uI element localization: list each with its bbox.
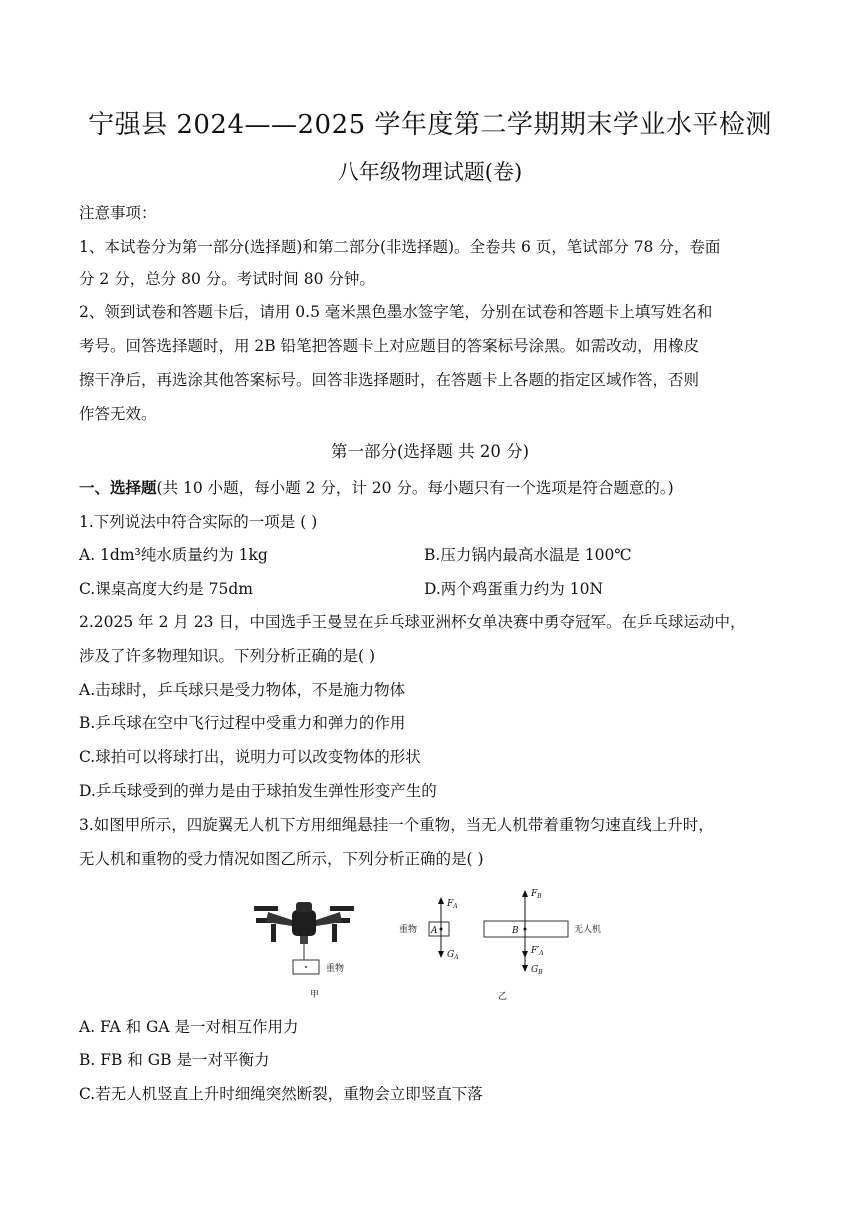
weight-label: 重物 — [326, 964, 345, 974]
figure-jia-label: 甲 — [310, 990, 320, 1000]
notice-line-6: 作答无效。 — [79, 405, 157, 423]
q2-option-b: B.乒乓球在空中飞行过程中受重力和弹力的作用 — [79, 714, 406, 732]
q1-stem: 1.下列说法中符合实际的一项是 ( ) — [79, 513, 318, 531]
notice-line-3: 2、领到试卷和答题卡后，请用 0.5 毫米黑色墨水签字笔，分别在试卷和答题卡上填写姓名和 — [79, 303, 713, 321]
section-note: (共 10 小题，每小题 2 分，计 20 分。每小题只有一个选项是符合题意的。) — [156, 479, 674, 497]
q1-option-d: D.两个鸡蛋重力约为 10N — [424, 580, 604, 598]
q3-option-c: C.若无人机竖直上升时细绳突然断裂，重物会立即竖直下落 — [79, 1085, 483, 1103]
q2-option-a: A.击球时，乒乓球只是受力物体，不是施力物体 — [79, 681, 406, 699]
figure-yi-label: 乙 — [498, 992, 508, 1002]
exam-subtitle: 八年级物理试题(卷) — [337, 160, 523, 184]
q3-figure-svg — [248, 884, 618, 1006]
q2-stem-1: 2.2025 年 2 月 23 日，中国选手王曼昱在乒乓球亚洲杯女单决赛中勇夺冠军。在乒乓球运动中， — [79, 613, 746, 631]
drone-label: 无人机 — [574, 925, 602, 935]
a-letter: A — [431, 926, 438, 936]
q3-figure — [248, 884, 618, 1006]
fa-label: $F_A$ — [447, 899, 458, 910]
part1-heading: 第一部分(选择题 共 20 分) — [330, 442, 530, 461]
ga-label: $G_A$ — [447, 950, 459, 961]
notice-line-1: 1、本试卷分为第一部分(选择题)和第二部分(非选择题)。全卷共 6 页，笔试部分 78 分，卷面 — [79, 238, 721, 256]
q3-option-b: B. FB 和 GB 是一对平衡力 — [79, 1051, 270, 1069]
q3-stem-2: 无人机和重物的受力情况如图乙所示，下列分析正确的是( ) — [79, 850, 484, 868]
q3-option-a: A. FA 和 GA 是一对相互作用力 — [79, 1018, 299, 1036]
section-title: 一、选择题 — [79, 478, 157, 497]
q1-option-b: B.压力锅内最高水温是 100℃ — [424, 546, 632, 564]
q3-stem-1: 3.如图甲所示，四旋翼无人机下方用细绳悬挂一个重物，当无人机带着重物匀速直线上升时， — [79, 816, 714, 834]
exam-title: 宁强县 2024——2025 学年度第二学期期末学业水平检测 — [88, 110, 772, 140]
fa-prime-label: $F'_A$ — [531, 946, 544, 957]
notice-line-5: 擦干净后，再选涂其他答案标号。回答非选择题时，在答题卡上各题的指定区域作答，否则 — [79, 371, 700, 389]
q1-option-a: A. 1dm³纯水质量约为 1kg — [79, 546, 268, 564]
fb-label: $F_B$ — [531, 889, 542, 900]
notice-line-4: 考号。回答选择题时，用 2B 铅笔把答题卡上对应题目的答案标号涂黑。如需改动，用橡皮 — [79, 337, 700, 355]
a-weight-label: 重物 — [399, 925, 418, 935]
notice-heading: 注意事项： — [79, 204, 157, 222]
q2-stem-2: 涉及了许多物理知识。下列分析正确的是( ) — [79, 647, 376, 665]
q1-option-c: C.课桌高度大约是 75dm — [79, 580, 254, 598]
notice-line-2: 分 2 分，总分 80 分。考试时间 80 分钟。 — [79, 270, 375, 288]
gb-label: $G_B$ — [531, 965, 543, 976]
q2-option-c: C.球拍可以将球打出，说明力可以改变物体的形状 — [79, 748, 421, 766]
section-heading — [79, 478, 674, 498]
q2-option-d: D.乒乓球受到的弹力是由于球拍发生弹性形变产生的 — [79, 782, 437, 800]
b-letter: B — [512, 926, 519, 936]
